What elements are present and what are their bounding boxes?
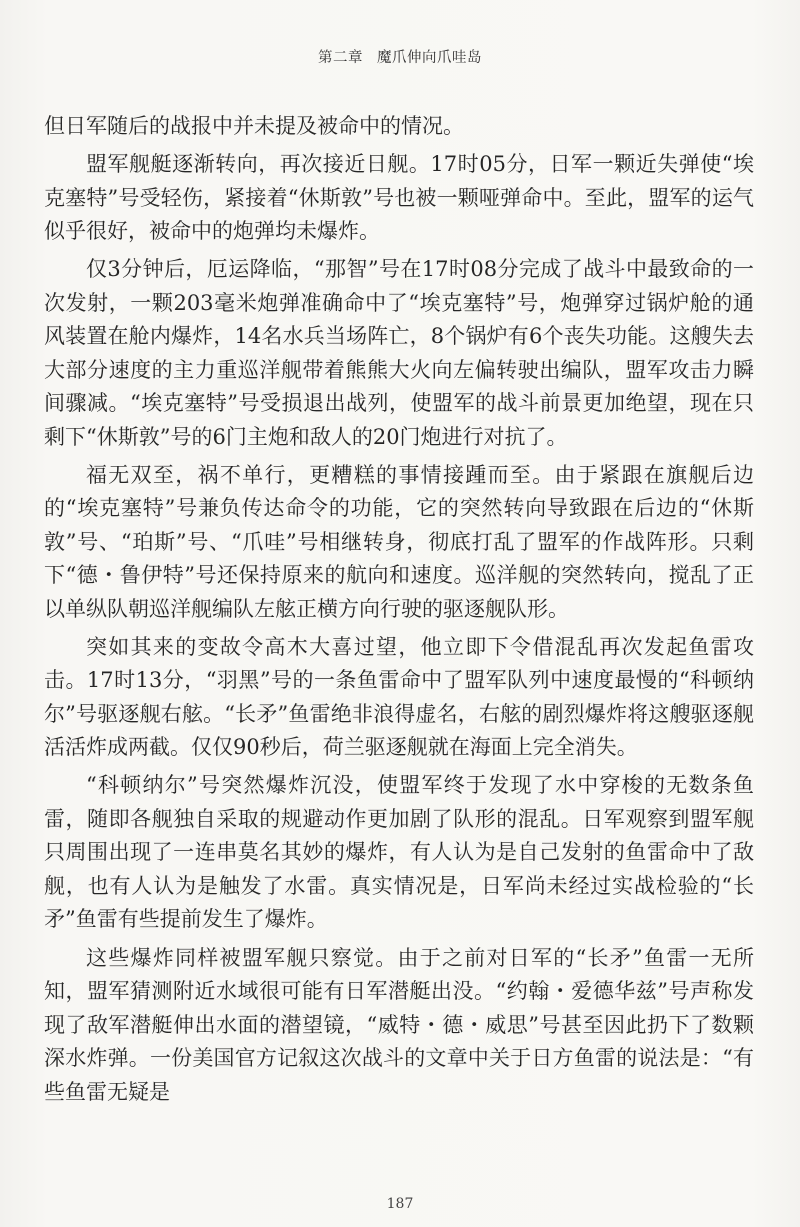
paragraph: 突如其来的变故令高木大喜过望，他立即下令借混乱再次发起鱼雷攻击。17时13分，“羽黑”号的一条鱼雷命中了盟军队列中速度最慢的“科顿纳尔”号驱逐舰右舷。“长矛”鱼雷绝非浪得虚名，右舷的剧烈爆炸将这艘驱逐舰活活炸成两截。仅仅90秒后，荷兰驱逐舰就在海面上完全消失。	[44, 634, 754, 760]
body-text	[44, 110, 754, 1114]
chapter-number: 第二章	[318, 50, 363, 66]
paragraph: “科顿纳尔”号突然爆炸沉没，使盟军终于发现了水中穿梭的无数条鱼雷，随即各舰独自采取的规避动作更加剧了队形的混乱。日军观察到盟军舰只周围出现了一连串莫名其妙的爆炸，有人认为是自己发射的鱼雷命中了敌舰，也有人认为是触发了水雷。真实情况是，日军尚未经过实战检验的“长矛”鱼雷有些提前发生了爆炸。	[44, 773, 754, 932]
paragraph: 这些爆炸同样被盟军舰只察觉。由于之前对日军的“长矛”鱼雷一无所知，盟军猜测附近水域很可能有日军潜艇出没。“约翰・爱德华兹”号声称发现了敌军潜艇伸出水面的潜望镜，“威特・德・威思”号甚至因此扔下了数颗深水炸弹。一份美国官方记叙这次战斗的文章中关于日方鱼雷的说法是：“有些鱼雷无疑是	[44, 945, 754, 1104]
paragraph: 盟军舰艇逐渐转向，再次接近日舰。17时05分，日军一颗近失弹使“埃克塞特”号受轻伤，紧接着“休斯敦”号也被一颗哑弹命中。至此，盟军的运气似乎很好，被命中的炮弹均未爆炸。	[44, 152, 754, 244]
paragraph-continued: 但日军随后的战报中并未提及被命中的情况。	[44, 114, 464, 138]
running-head	[0, 46, 800, 67]
chapter-title: 魔爪伸向爪哇岛	[377, 50, 482, 66]
paragraph: 仅3分钟后，厄运降临，“那智”号在17时08分完成了战斗中最致命的一次发射，一颗203毫米炮弹准确命中了“埃克塞特”号，炮弹穿过锅炉舱的通风装置在舱内爆炸，14名水兵当场阵亡，8个锅炉有6个丧失功能。这艘失去大部分速度的主力重巡洋舰带着熊熊大火向左偏转驶出编队，盟军攻击力瞬间骤减。“埃克塞特”号受损退出战列，使盟军的战斗前景更加绝望，现在只剩下“休斯敦”号的6门主炮和敌人的20门炮进行对抗了。	[44, 257, 754, 449]
page-number: 187	[386, 1196, 414, 1212]
paragraph: 福无双至，祸不单行，更糟糕的事情接踵而至。由于紧跟在旗舰后边的“埃克塞特”号兼负传达命令的功能，它的突然转向导致跟在后边的“休斯敦”号、“珀斯”号、“爪哇”号相继转身，彻底打乱了盟军的作战阵形。只剩下“德・鲁伊特”号还保持原来的航向和速度。巡洋舰的突然转向，搅乱了正以单纵队朝巡洋舰编队左舷正横方向行驶的驱逐舰队形。	[44, 462, 754, 621]
